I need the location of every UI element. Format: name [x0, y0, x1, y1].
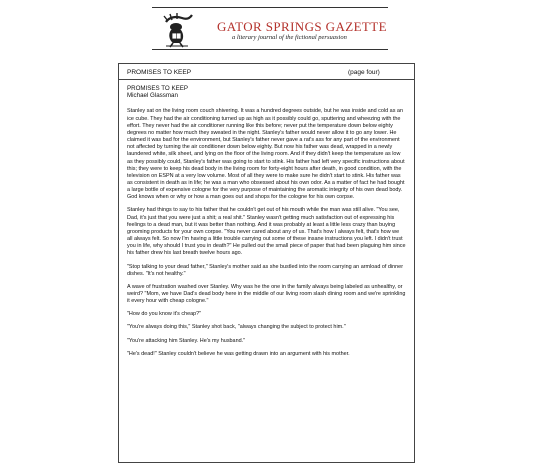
article-paragraph: "Stop talking to your dead father," Stanley's mother said as she bustled into the room carrying an armload of dinner dishes. "It's not healthy." — [127, 263, 404, 277]
article-title: PROMISES TO KEEP — [127, 85, 188, 92]
masthead — [0, 0, 540, 62]
article-frame — [118, 63, 415, 463]
publication-tagline: a literary journal of the fictional persuasion — [232, 34, 347, 41]
article-paragraph: Stanley had things to say to his father that he couldn't get out of his mouth while the man was still alive. "You see, Dad, it's just that you were just a shit; a real shit." Stanley wasn't getting much satisfaction out of expressing his feelings to a dead man, but it was better than nothing. And it was probably at least a little less crazy than buying grooming products for your own corpse. "You never cared about any of us. That's how I always felt, that's how we all always felt. So now I'm having a little trouble carrying out some of these insane instructions you left. I didn't trust you in life, why should I trust you in death?" He pulled out the small piece of paper that had been plaguing him since his father drew his last breath twelve hours ago. — [127, 207, 406, 257]
article-paragraph: "He's dead!" Stanley couldn't believe he was getting drawn into an argument with his mother. — [127, 350, 350, 357]
article-paragraph: Stanley sat on the living room couch shivering. It was a hundred degrees outside, but he was inside and cold as an ice cube. They had the air conditioning turned up as high as it possibly could go, sputtering and wheezing with the effort. They never had the air conditioner running like this before; never put the temperature down below eighty degrees no matter how much they sweated in the night. Stanley's father would never allow it to go any lower. He claimed it was bad for the environment, but Stanley's father never gave a rat's ass for any part of the environment not affected by turning the air conditioner down below eighty. But now his father was dead, wrapped in a newly laundered white, silk sheet, and lying on the floor of the living room. And if they didn't keep the temperature as low as they possibly could, Stanley's father was going to start to stink. His father had left very specific instructions about this; they were to keep his dead body in the living room for forty-eight hours after death, in good condition, with the television on ESPN at a very low volume. Most of all they were to make sure he didn't start to stink. His father was as consistent in death as in life; he was a man who obsessed about his own odor. As a matter of fact he had bought a large bottle of expensive cologne for the very purpose of maintaining the aromatic integrity of his own dead body. God knows when or why or how a man goes out and shops for the cologne for his own corpse. — [127, 108, 405, 201]
masthead-top-rule — [152, 7, 388, 8]
article-author: Michael Glassman — [127, 92, 178, 100]
article-body — [119, 80, 414, 358]
masthead-bottom-rule — [152, 49, 388, 50]
section-header — [119, 64, 414, 80]
article-paragraph: "How do you know it's cheap?" — [127, 311, 202, 318]
page-number-label: (page four) — [348, 69, 380, 76]
article-paragraph: A wave of frustration washed over Stanley. Why was he the one in the family always being labeled as unhealthy, or weird? "Mom, we have Dad's dead body here in the middle of our living room slash dining room and we're sprinkling it every hour with cheap cologne." — [127, 283, 406, 305]
publication-title: GATOR SPRINGS GAZETTE — [217, 19, 387, 34]
alligator-figure-icon — [160, 12, 194, 48]
article-paragraph: "You're always doing this," Stanley shot back, "always changing the subject to protect him." — [127, 324, 346, 331]
section-title: PROMISES TO KEEP — [127, 69, 192, 76]
article-paragraph: "You're attacking him Stanley. He's my husband." — [127, 337, 246, 344]
